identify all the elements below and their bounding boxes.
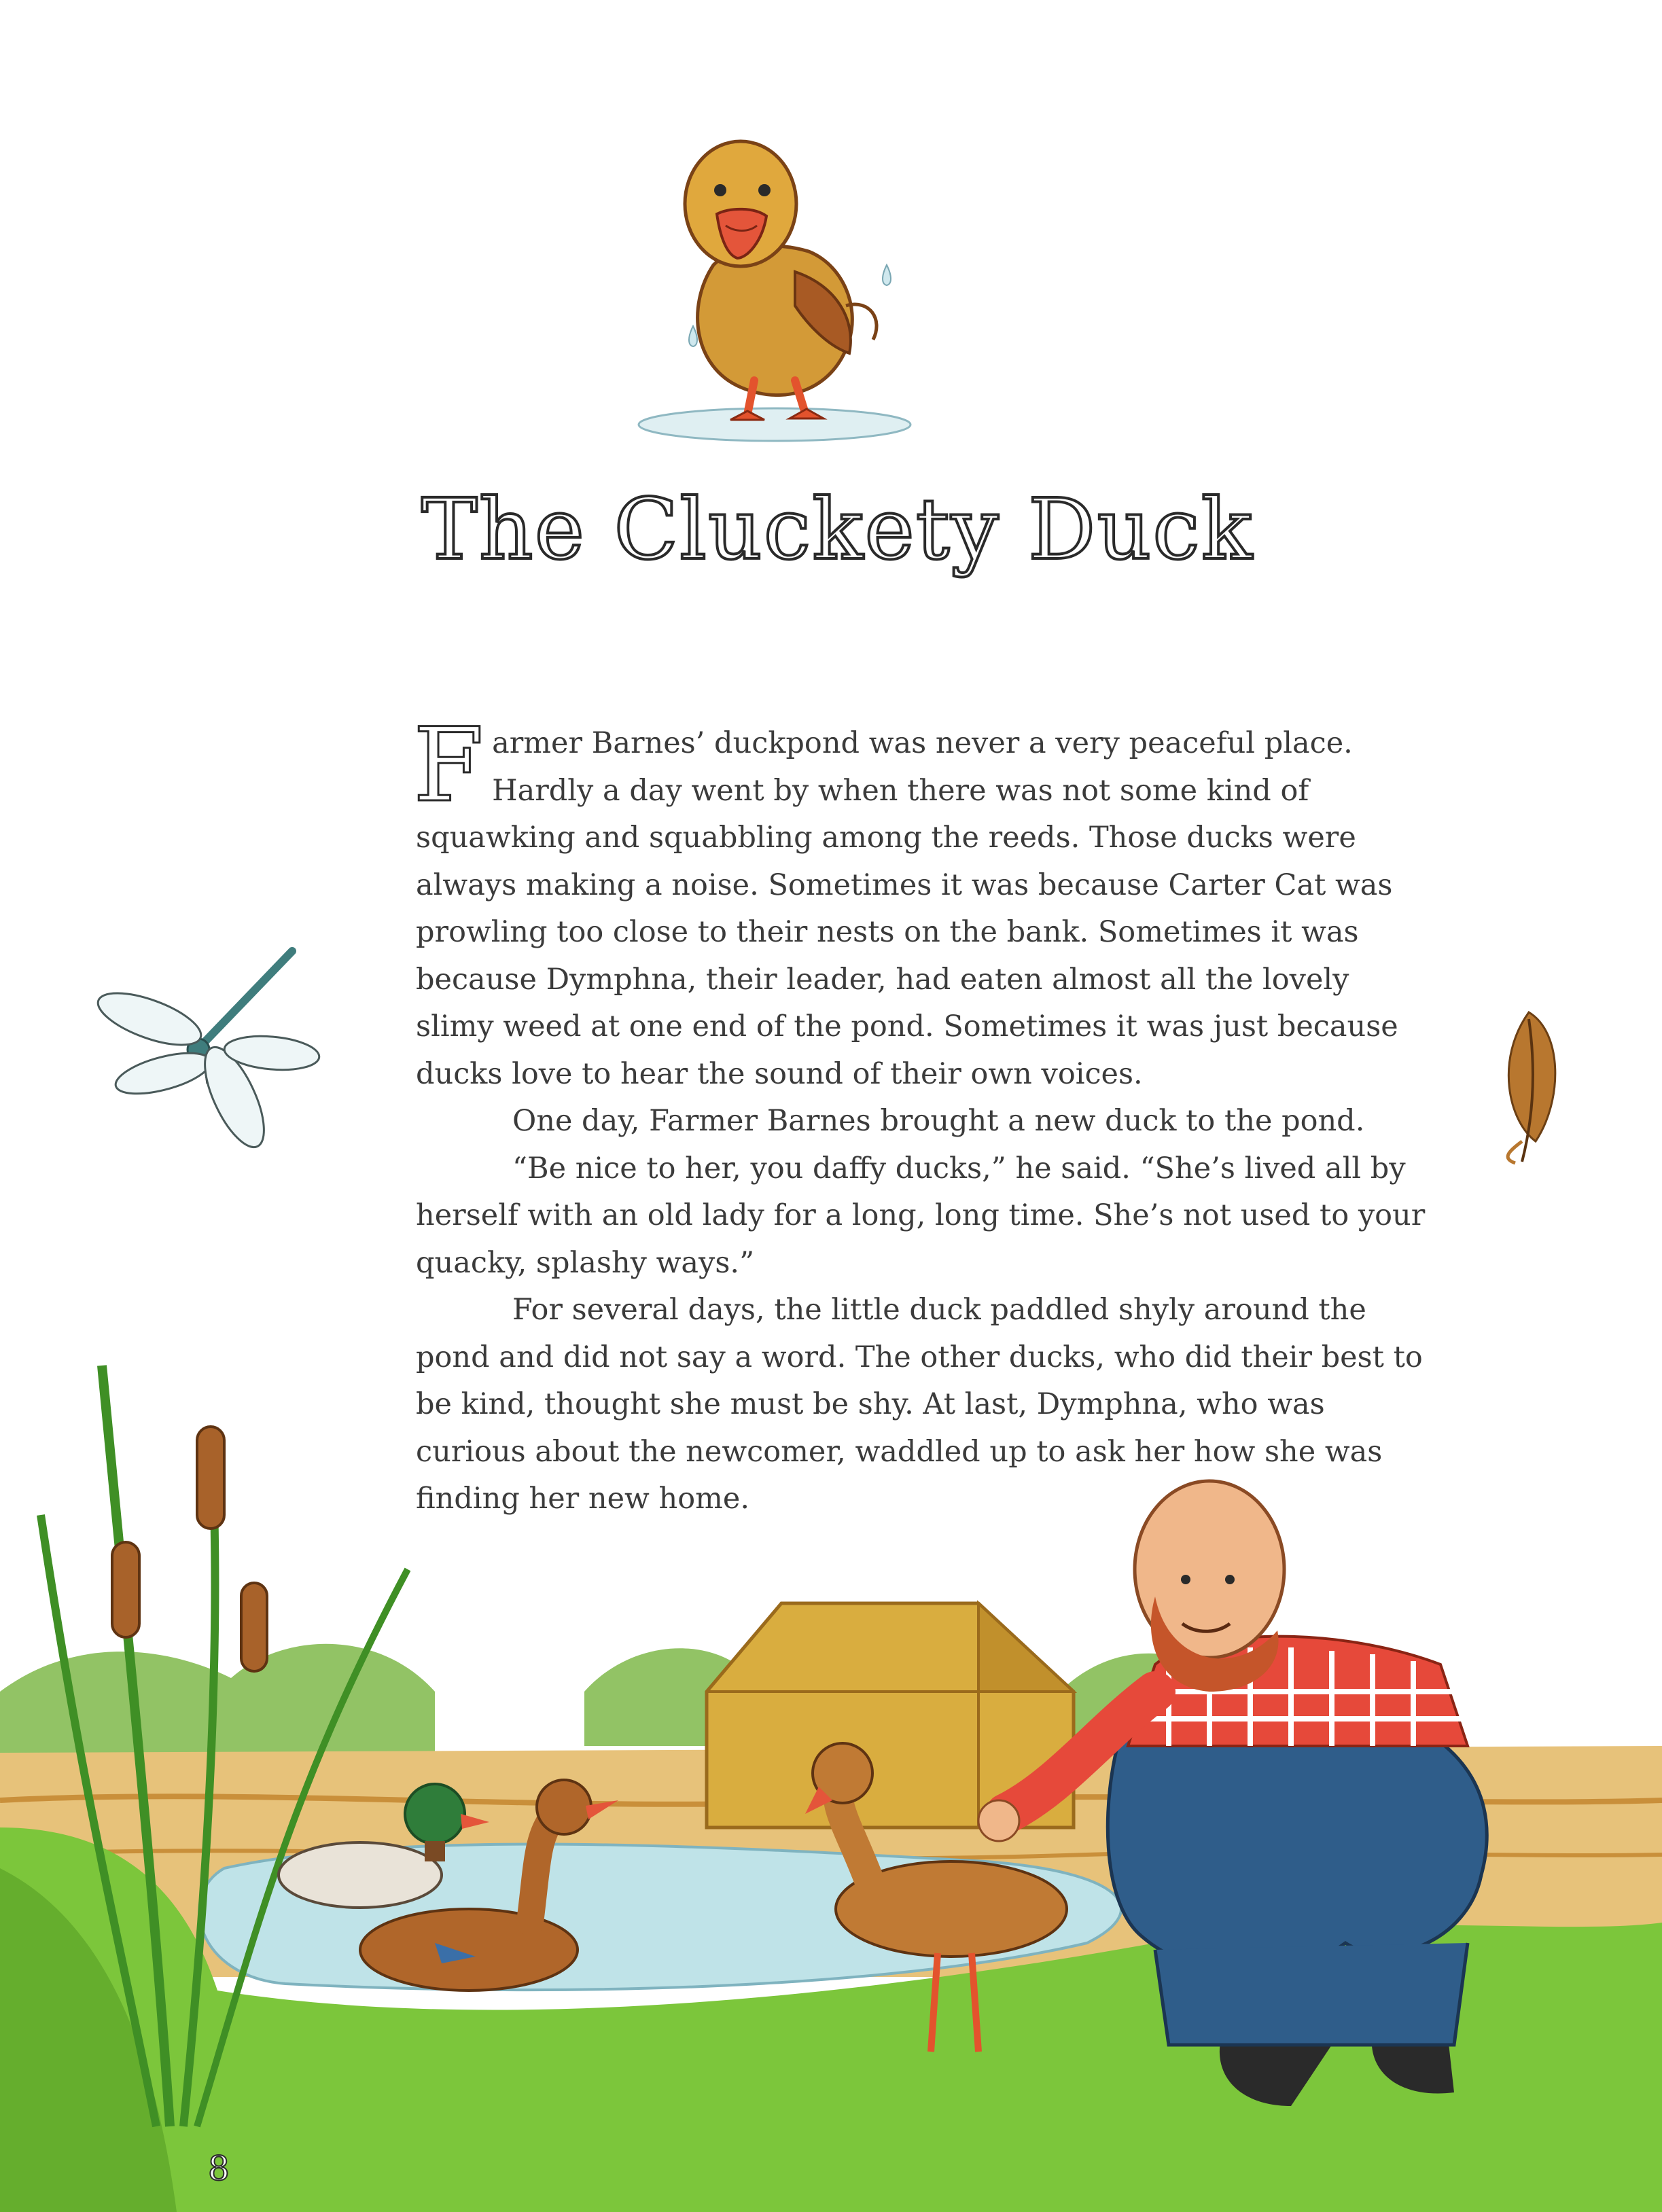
page-number: 8 (208, 2149, 230, 2188)
story-title: The Cluckety Duck (421, 481, 1254, 579)
paragraph-text: armer Barnes’ duckpond was never a very peaceful place. Hardly a day went by when there was not some kind of squawking and squabbling among the reeds. Those ducks were always making a noise. Sometimes it was because Carter Cat was prowling too close to their nests on the bank. Sometimes it was because Dymphna, their leader, had eaten almost all the lovely slimy weed at one end of the pond. Sometimes it was just because ducks love to hear the sound of their own voices. (416, 726, 1398, 1091)
drop-cap: F (413, 707, 484, 825)
feather-illustration (1481, 1005, 1576, 1169)
story-paragraph: One day, Farmer Barnes brought a new duck to the pond. (512, 1104, 1365, 1138)
duckling-illustration (612, 82, 938, 462)
farmer-and-ducks-pond-illustration (0, 1311, 1662, 2212)
story-paragraph: For several days, the little duck paddled shyly around the pond and did not say a word. The other ducks, who did their best to be kind, thought she must be shy. At last, Dymphna, who was curious about the newcomer, waddled up to ask her how she was finding her new home. (416, 1293, 1423, 1516)
dragonfly-illustration (88, 938, 333, 1155)
story-paragraph (413, 707, 1435, 1098)
story-paragraph: “Be nice to her, you daffy ducks,” he said. “She’s lived all by herself with an old lady for a long, long time. She’s not used to your quacky, splashy ways.” (416, 1151, 1426, 1280)
